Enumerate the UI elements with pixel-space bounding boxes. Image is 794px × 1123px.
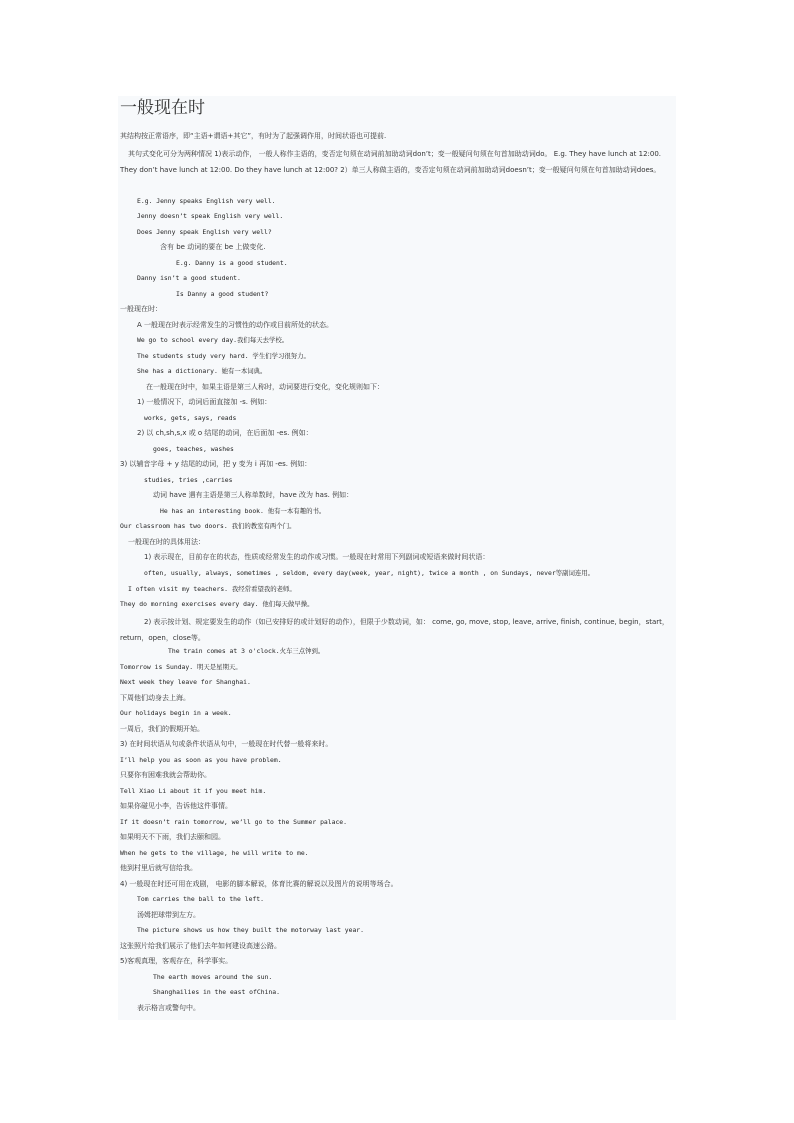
text-line: 1) 一般情况下，动词后面直接加 -s. 例如： [137,398,272,406]
text-line: 一周后，我们的假期开始。 [120,725,204,733]
text-line: 他到村里后就写信给我。 [120,864,197,872]
text-line: 4) 一般现在时还可用在戏剧， 电影的脚本解说，体育比赛的解说以及图片的说明等场合。 [120,880,398,888]
text-line: The earth moves around the sun. [153,973,273,981]
text-line: often, usually, always, sometimes , seldom, every day(week, year, night), twice a month , on Sundays, never等副词连用。 [144,569,595,577]
text-line: Tomorrow is Sunday. 明天是星期天。 [120,663,242,671]
text-line: 如果明天不下雨，我们去颐和园。 [120,833,225,841]
text-line: Jenny doesn’t speak English very well. [137,212,284,220]
page-title: 一般现在时 [120,98,205,118]
text-line: 只要你有困难我就会帮助你。 [120,771,211,779]
text-line: 动词 have 遇有主语是第三人称单数时，have 改为 has. 例如： [153,491,354,499]
text-line: 这张照片给我们展示了他们去年如何建设高速公路。 [120,942,281,950]
text-line: I often visit my teachers. 我经常看望我的老师。 [128,585,296,593]
text-line: 5)客观真理，客观存在，科学事实。 [120,957,233,965]
text-line: 1) 表示现在，目前存在的状态，性质或经常发生的动作或习惯。一般现在时常用下列副词或短语来做时间状语： [144,553,490,561]
text-line: They do morning exercises every day. 他们每天做早操。 [120,600,314,608]
text-line: The students study very hard. 学生们学习很努力。 [137,352,310,360]
text-line: works, gets, says, reads [144,414,237,422]
text-line: 其结构按正常语序，即“主语+谓语+其它”，有时为了起强调作用，时间状语也可提前. [120,132,387,140]
text-line: A 一般现在时表示经常发生的习惯性的动作或目前所处的状态。 [137,321,334,329]
text-line: She has a dictionary. 她有一本词典。 [137,367,267,375]
text-line: Danny isn’t a good student. [137,274,241,282]
text-line: Tell Xiao Li about it if you meet him. [120,787,267,795]
text-line: 如果你碰见小李，告诉他这件事情。 [120,802,232,810]
text-line: The picture shows us how they built the motorway last year. [137,926,365,934]
text-line: 下周他们动身去上海。 [120,694,190,702]
text-line: Is Danny a good student? [176,290,269,298]
text-line: 3) 在时间状语从句或条件状语从句中，一般现在时代替一般将来时。 [120,740,333,748]
text-line: Does Jenny speak English very well? [137,228,272,236]
text-line: I’ll help you as soon as you have problem. [120,756,282,764]
text-line: We go to school every day.我们每天去学校。 [137,336,289,344]
text-line: Tom carries the ball to the left. [137,895,264,903]
text-line: Our holidays begin in a week. [120,709,232,717]
section-heading: 一般现在时的具体用法： [128,538,205,546]
text-line: 2) 以 ch,sh,s,x 或 o 结尾的动词，在后面加 -es. 例如： [137,429,313,437]
text-line: E.g. Jenny speaks English very well. [137,197,276,205]
text-line: Our classroom has two doors. 我们的教室有两个门。 [120,522,296,530]
text-line: goes, teaches, washes [153,445,234,453]
text-line: 在一般现在时中，如果主语是第三人称时，动词要进行变化，变化规则如下： [146,383,384,391]
text-line: 含有 be 动词的要在 be 上做变化. [160,243,266,251]
text-line: 表示格言或警句中。 [137,1004,200,1012]
text-line: 3) 以辅音字母 + y 结尾的动词，把 y 变为 i 再加 -es. 例如： [120,460,312,468]
text-line: 汤姆把球带到左方。 [137,911,200,919]
text-line: studies, tries ,carries [144,476,233,484]
text-line: If it doesn’t rain tomorrow, we’ll go to the Summer palace. [120,818,348,826]
text-line: E.g. Danny is a good student. [176,259,288,267]
text-paragraph: 2) 表示按计划、规定要发生的动作（如已安排好的或计划好的动作），但限于少数动词，如： come, go, move, stop, leave, arrive, finish, continue, begin，start，return，open，close等。 [120,618,669,642]
text-line: When he gets to the village, he will write to me. [120,849,309,857]
text-paragraph: 其句式变化可分为两种情况 1)表示动作， 一般人称作主语的，变否定句须在动词前加助动词don’t；变一般疑问句须在句首加助动词do。 E.g. They have lunch at 12:00. They don’t have lunch at 12:00. Do they have lunch at 12:00? 2）单三人称做主语的，变否定句须在动词前加助动词doesn’t；变一般疑问句须在句首加助动词does。 [120,150,662,174]
text-line: The train comes at 3 o'clock.火车三点钟到。 [168,647,325,655]
text-line: Next week they leave for Shanghai. [120,678,251,686]
text-line: He has an interesting book. 他有一本有趣的书。 [160,507,326,515]
section-heading: 一般现在时： [120,305,162,313]
text-line: Shanghailies in the east ofChina. [153,988,280,996]
